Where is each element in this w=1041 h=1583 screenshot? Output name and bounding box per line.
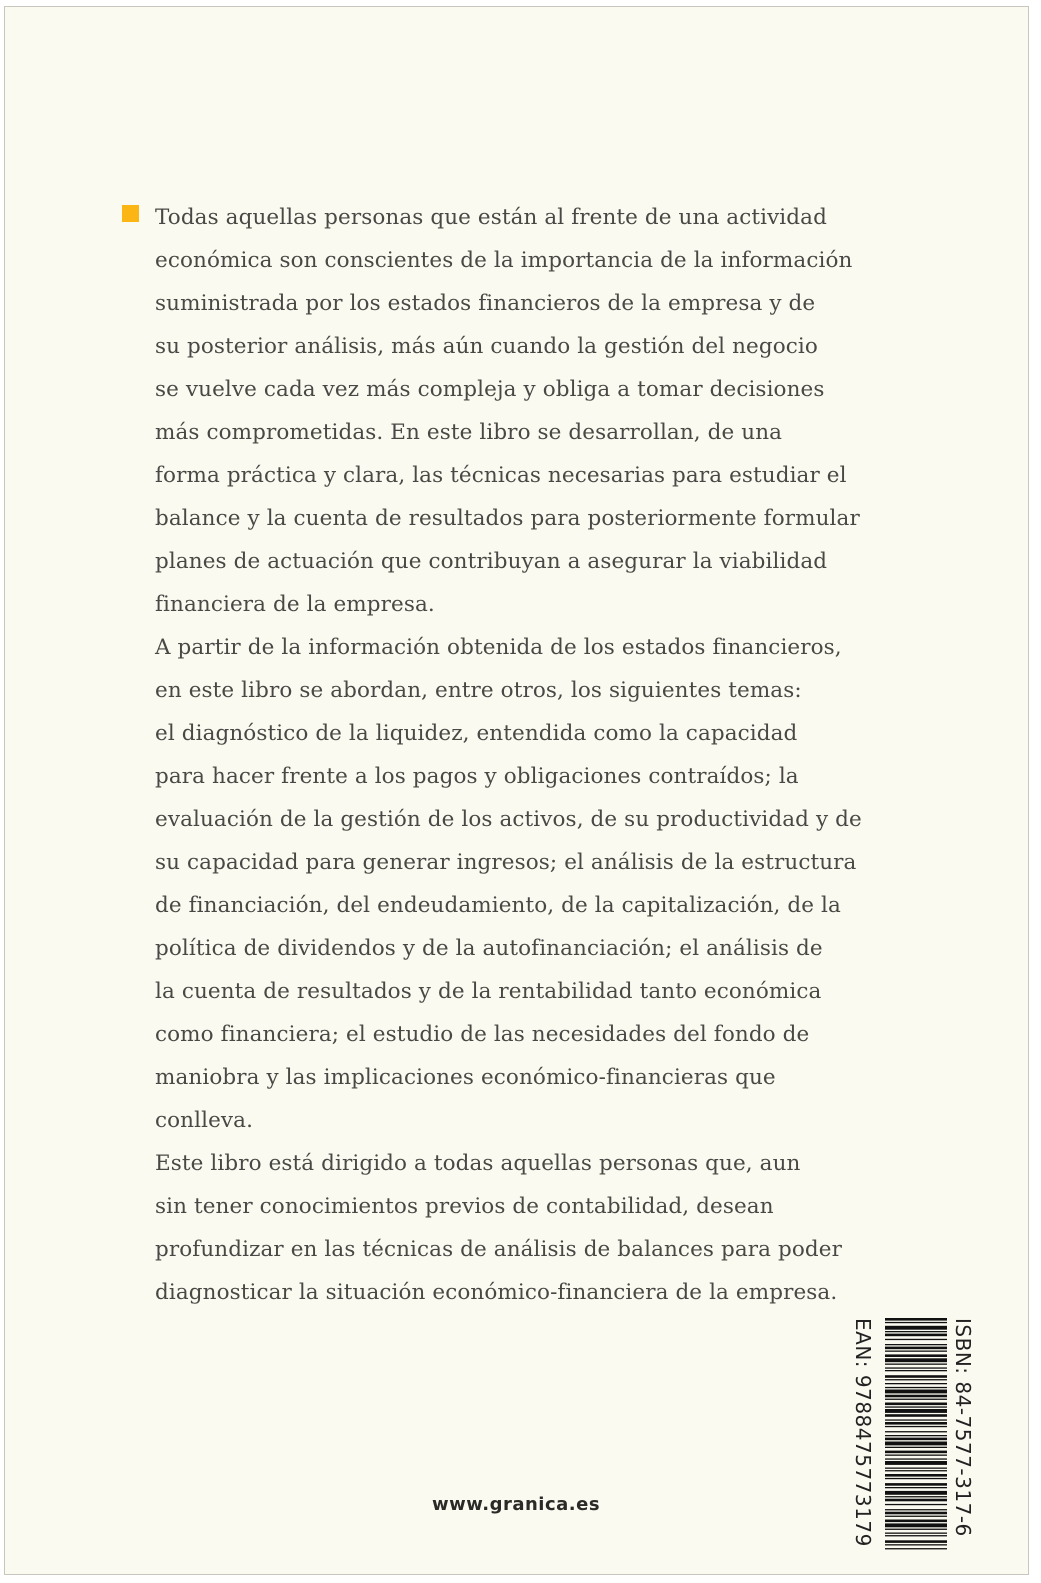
barcode-bar <box>885 1326 947 1330</box>
blurb-line: A partir de la información obtenida de los estados financieros, <box>155 635 842 660</box>
barcode-bar <box>885 1354 947 1357</box>
barcode-bar <box>885 1347 947 1350</box>
barcode-bar <box>885 1516 947 1517</box>
blurb-line: económica son conscientes de la importancia de la información <box>155 248 853 273</box>
barcode-bar <box>885 1544 947 1545</box>
barcode-bar <box>885 1499 947 1502</box>
blurb-line: financiera de la empresa. <box>155 592 435 617</box>
barcode-bar <box>885 1344 947 1345</box>
bullet-square <box>122 205 139 222</box>
blurb-line: como financiera; el estudio de las necesidades del fondo de <box>155 1022 810 1047</box>
barcode-bar <box>885 1395 947 1398</box>
barcode-bar <box>885 1399 947 1400</box>
barcode-bar <box>885 1491 947 1495</box>
barcode <box>885 1318 947 1550</box>
barcode-bar <box>885 1414 947 1417</box>
barcode-bar <box>885 1520 947 1523</box>
ean-label: EAN: 9788475773179 <box>851 1318 875 1547</box>
barcode-bar <box>885 1426 947 1427</box>
barcode-bar <box>885 1435 947 1436</box>
barcode-bar <box>885 1358 947 1362</box>
blurb-line: política de dividendos y de la autofinanciación; el análisis de <box>155 936 823 961</box>
barcode-bar <box>885 1331 947 1332</box>
blurb-line: Este libro está dirigido a todas aquellas personas que, aun <box>155 1151 801 1176</box>
blurb-line: para hacer frente a los pagos y obligaciones contraídos; la <box>155 764 799 789</box>
barcode-bar <box>885 1383 947 1384</box>
barcode-bar <box>885 1451 947 1454</box>
barcode-bar <box>885 1529 947 1530</box>
barcode-bar <box>885 1455 947 1456</box>
barcode-bar <box>885 1483 947 1486</box>
blurb-line: su capacidad para generar ingresos; el análisis de la estructura <box>155 850 857 875</box>
barcode-bar <box>885 1318 947 1321</box>
barcode-bar <box>885 1496 947 1497</box>
barcode-bar <box>885 1458 947 1459</box>
blurb-line: forma práctica y clara, las técnicas necesarias para estudiar el <box>155 463 847 488</box>
barcode-bar <box>885 1379 947 1380</box>
barcode-bar <box>885 1523 947 1527</box>
barcode-bar <box>885 1422 947 1425</box>
blurb-line: diagnosticar la situación económico-financiera de la empresa. <box>155 1280 838 1305</box>
blurb-line: Todas aquellas personas que están al frente de una actividad <box>155 205 827 230</box>
barcode-bar <box>885 1431 947 1432</box>
barcode-bar <box>885 1509 947 1510</box>
blurb-line: se vuelve cada vez más compleja y obliga a tomar decisiones <box>155 377 825 402</box>
blurb-line: balance y la cuenta de resultados para posteriormente formular <box>155 506 860 531</box>
barcode-bar <box>885 1470 947 1471</box>
barcode-bar <box>885 1406 947 1407</box>
barcode-bar <box>885 1367 947 1368</box>
barcode-bar <box>885 1438 947 1441</box>
isbn-label: ISBN: 84-7577-317-6 <box>951 1318 975 1537</box>
barcode-bar <box>885 1535 947 1536</box>
blurb-line: el diagnóstico de la liquidez, entendida como la capacidad <box>155 721 798 746</box>
blurb-line: planes de actuación que contribuyan a asegurar la viabilidad <box>155 549 828 574</box>
blurb-line: evaluación de la gestión de los activos, de su productividad y de <box>155 807 862 832</box>
barcode-bar <box>885 1461 947 1465</box>
barcode-bar <box>885 1322 947 1323</box>
barcode-bar <box>885 1478 947 1479</box>
blurb-line: sin tener conocimientos previos de contabilidad, desean <box>155 1194 774 1219</box>
barcode-bar <box>885 1351 947 1352</box>
barcode-bar <box>885 1403 947 1406</box>
barcode-bar <box>885 1548 947 1549</box>
barcode-bar <box>885 1442 947 1446</box>
blurb-text <box>155 196 862 1314</box>
blurb-line: profundizar en las técnicas de análisis de balances para poder <box>155 1237 842 1262</box>
blurb-line: en este libro se abordan, entre otros, los siguientes temas: <box>155 678 802 703</box>
blurb-line: su posterior análisis, más aún cuando la gestión del negocio <box>155 334 818 359</box>
barcode-bar <box>885 1370 947 1371</box>
barcode-bar <box>885 1339 947 1340</box>
barcode-bar <box>885 1409 947 1413</box>
blurb-line: más comprometidas. En este libro se desarrollan, de una <box>155 420 783 445</box>
barcode-bar <box>885 1447 947 1448</box>
barcode-bar <box>885 1533 947 1534</box>
blurb-line: maniobra y las implicaciones económico-financieras que <box>155 1065 776 1090</box>
barcode-bar <box>885 1474 947 1477</box>
blurb-line: conlleva. <box>155 1108 254 1133</box>
barcode-bar <box>885 1387 947 1388</box>
barcode-bar <box>885 1540 947 1543</box>
blurb-line: la cuenta de resultados y de la rentabilidad tanto económica <box>155 979 822 1004</box>
blurb-line: de financiación, del endeudamiento, de la capitalización, de la <box>155 893 841 918</box>
barcode-bar <box>885 1390 947 1394</box>
barcode-bar <box>885 1504 947 1505</box>
blurb-line: suministrada por los estados financieros de la empresa y de <box>155 291 816 316</box>
barcode-bar <box>885 1512 947 1515</box>
barcode-bar <box>885 1487 947 1488</box>
publisher-website: www.granica.es <box>432 1494 601 1515</box>
barcode-bar <box>885 1468 947 1469</box>
barcode-bar <box>885 1334 947 1337</box>
barcode-bar <box>885 1364 947 1365</box>
barcode-bar <box>885 1375 947 1378</box>
barcode-bar <box>885 1419 947 1420</box>
